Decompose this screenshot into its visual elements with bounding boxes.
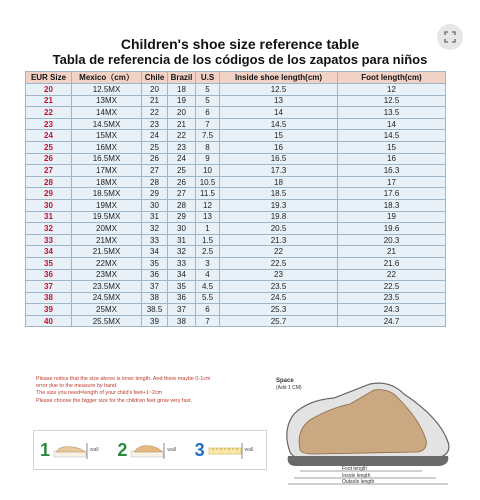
table-cell: 21 (168, 118, 196, 130)
table-cell: 18.3 (338, 199, 446, 211)
table-cell: 25.7 (220, 315, 338, 327)
table-header-row (26, 72, 446, 84)
table-row (26, 84, 446, 96)
eur-size-cell: 33 (26, 234, 72, 246)
table-cell: 2.5 (196, 246, 220, 258)
table-row (26, 304, 446, 316)
table-cell: 12.5 (220, 84, 338, 96)
table-row (26, 95, 446, 107)
table-row (26, 176, 446, 188)
table-cell: 36 (168, 292, 196, 304)
table-cell: 13 (220, 95, 338, 107)
table-row (26, 292, 446, 304)
insole-length-label: Insole length (342, 473, 371, 479)
column-header: EUR Size (26, 72, 72, 84)
table-cell: 12.5 (338, 95, 446, 107)
table-cell: 1 (196, 223, 220, 235)
table-cell: 30 (142, 199, 168, 211)
table-cell: 21 (338, 246, 446, 258)
table-cell: 38 (168, 315, 196, 327)
eur-size-cell: 24 (26, 130, 72, 142)
foot-on-paper-icon (52, 439, 90, 461)
table-cell: 5 (196, 84, 220, 96)
table-cell: 23.5 (338, 292, 446, 304)
table-cell: 22 (220, 246, 338, 258)
table-cell: 22.5 (220, 257, 338, 269)
table-row (26, 223, 446, 235)
table-cell: 27 (142, 165, 168, 177)
table-cell: 32 (168, 246, 196, 258)
table-cell: 38 (142, 292, 168, 304)
table-cell: 16.5 (220, 153, 338, 165)
table-row (26, 165, 446, 177)
table-cell: 24 (168, 153, 196, 165)
table-row (26, 211, 446, 223)
eur-size-cell: 37 (26, 281, 72, 293)
table-cell: 24.5 (220, 292, 338, 304)
table-cell: 14.5 (220, 118, 338, 130)
table-cell: 9 (196, 153, 220, 165)
table-cell: 16.5MX (72, 153, 142, 165)
eur-size-cell: 29 (26, 188, 72, 200)
eur-size-cell: 31 (26, 211, 72, 223)
table-row (26, 246, 446, 258)
table-cell: 18 (220, 176, 338, 188)
space-sub-label: (Add 1 CM) (276, 385, 302, 391)
eur-size-cell: 39 (26, 304, 72, 316)
table-cell: 13.5 (338, 107, 446, 119)
table-cell: 14 (220, 107, 338, 119)
table-cell: 26 (142, 153, 168, 165)
step-number: 1 (40, 439, 51, 460)
table-row (26, 257, 446, 269)
eur-size-cell: 27 (26, 165, 72, 177)
table-cell: 1.5 (196, 234, 220, 246)
table-cell: 19.5MX (72, 211, 142, 223)
table-row (26, 118, 446, 130)
table-cell: 23 (168, 141, 196, 153)
table-cell: 22.5 (338, 281, 446, 293)
table-cell: 19.3 (220, 199, 338, 211)
table-cell: 25 (142, 141, 168, 153)
table-cell: 23.5 (220, 281, 338, 293)
table-cell: 34 (168, 269, 196, 281)
table-cell: 22 (168, 130, 196, 142)
table-cell: 25 (168, 165, 196, 177)
sole-shape (288, 456, 449, 466)
size-notice (36, 376, 286, 405)
table-cell: 15 (220, 130, 338, 142)
table-cell: 13MX (72, 95, 142, 107)
table-cell: 17MX (72, 165, 142, 177)
table-cell: 31 (168, 234, 196, 246)
eur-size-cell: 22 (26, 107, 72, 119)
table-cell: 21.5MX (72, 246, 142, 258)
table-cell: 23.5MX (72, 281, 142, 293)
measure-step-2 (111, 439, 188, 461)
table-cell: 23MX (72, 269, 142, 281)
notice-line: Please choose the bigger size for the children feet grow very fast. (36, 397, 193, 404)
table-cell: 7.5 (196, 130, 220, 142)
table-cell: 17 (338, 176, 446, 188)
table-cell: 20.5 (220, 223, 338, 235)
table-cell: 29 (142, 188, 168, 200)
table-cell: 13 (196, 211, 220, 223)
table-cell: 15MX (72, 130, 142, 142)
table-cell: 24.5MX (72, 292, 142, 304)
page-title-es: Tabla de referencia de los códigos de los zapatos para niños (52, 52, 428, 67)
table-cell: 22 (338, 269, 446, 281)
table-row (26, 153, 446, 165)
eur-size-cell: 32 (26, 223, 72, 235)
table-cell: 6 (196, 304, 220, 316)
table-cell: 6 (196, 107, 220, 119)
wall-label: wall (167, 447, 176, 453)
table-cell: 22 (142, 107, 168, 119)
table-cell: 32 (142, 223, 168, 235)
table-cell: 19.8 (220, 211, 338, 223)
table-cell: 22MX (72, 257, 142, 269)
table-cell: 17.3 (220, 165, 338, 177)
table-row (26, 269, 446, 281)
column-header: U.S (196, 72, 220, 84)
eur-size-cell: 40 (26, 315, 72, 327)
step-number: 2 (117, 439, 128, 460)
outsole-length-label: Outsole length (342, 479, 375, 485)
table-cell: 23 (142, 118, 168, 130)
table-cell: 36 (142, 269, 168, 281)
measure-step-1 (34, 439, 111, 461)
table-cell: 14.5MX (72, 118, 142, 130)
zoom-button[interactable] (437, 24, 463, 50)
expand-icon (444, 31, 456, 43)
table-cell: 15 (338, 141, 446, 153)
table-cell: 19.6 (338, 223, 446, 235)
notice-line: Please notice that the size above is inner length. And there maybe 0-1cm (36, 376, 211, 382)
eur-size-cell: 25 (26, 141, 72, 153)
space-label: Space (276, 378, 294, 384)
table-row (26, 130, 446, 142)
table-row (26, 141, 446, 153)
table-cell: 16.3 (338, 165, 446, 177)
column-header: Foot length(cm) (338, 72, 446, 84)
table-cell: 33 (168, 257, 196, 269)
table-cell: 18 (168, 84, 196, 96)
table-row (26, 199, 446, 211)
table-cell: 21 (142, 95, 168, 107)
table-cell: 7 (196, 118, 220, 130)
table-cell: 23 (220, 269, 338, 281)
column-header: Brazil (168, 72, 196, 84)
table-cell: 39 (142, 315, 168, 327)
column-header: Mexico（cm） (72, 72, 142, 84)
wall-label: wall (244, 447, 254, 453)
table-cell: 24.3 (338, 304, 446, 316)
table-cell: 14 (338, 118, 446, 130)
table-cell: 18MX (72, 176, 142, 188)
page-title-en: Children's shoe size reference table (120, 36, 360, 52)
eur-size-cell: 36 (26, 269, 72, 281)
table-cell: 24 (142, 130, 168, 142)
table-row (26, 234, 446, 246)
table-cell: 30 (168, 223, 196, 235)
table-cell: 3 (196, 257, 220, 269)
table-cell: 16 (220, 141, 338, 153)
table-cell: 24.7 (338, 315, 446, 327)
table-cell: 21.3 (220, 234, 338, 246)
table-cell: 25MX (72, 304, 142, 316)
table-cell: 20MX (72, 223, 142, 235)
measure-step-3 (189, 439, 266, 461)
table-cell: 25.5MX (72, 315, 142, 327)
wall-label: wall (90, 447, 99, 453)
table-cell: 37 (168, 304, 196, 316)
table-row (26, 107, 446, 119)
table-cell: 8 (196, 141, 220, 153)
table-cell: 21.6 (338, 257, 446, 269)
table-cell: 4.5 (196, 281, 220, 293)
table-cell: 16 (338, 153, 446, 165)
table-cell: 14MX (72, 107, 142, 119)
table-cell: 18.5 (220, 188, 338, 200)
table-cell: 11.5 (196, 188, 220, 200)
eur-size-cell: 30 (26, 199, 72, 211)
table-cell: 5 (196, 95, 220, 107)
column-header: Chile (142, 72, 168, 84)
table-cell: 38.5 (142, 304, 168, 316)
column-header: Inside shoe length(cm) (220, 72, 338, 84)
eur-size-cell: 34 (26, 246, 72, 258)
table-cell: 37 (142, 281, 168, 293)
step-number: 3 (194, 439, 205, 460)
table-cell: 34 (142, 246, 168, 258)
table-row (26, 315, 446, 327)
table-cell: 12.5MX (72, 84, 142, 96)
table-cell: 14.5 (338, 130, 446, 142)
table-cell: 20 (168, 107, 196, 119)
table-cell: 28 (168, 199, 196, 211)
measure-steps (33, 430, 267, 470)
foot-traced-icon (129, 439, 167, 461)
table-cell: 33 (142, 234, 168, 246)
table-cell: 19MX (72, 199, 142, 211)
table-cell: 28 (142, 176, 168, 188)
eur-size-cell: 26 (26, 153, 72, 165)
table-cell: 4 (196, 269, 220, 281)
table-cell: 12 (338, 84, 446, 96)
eur-size-cell: 38 (26, 292, 72, 304)
table-cell: 35 (142, 257, 168, 269)
table-cell: 19 (168, 95, 196, 107)
table-cell: 7 (196, 315, 220, 327)
table-cell: 20 (142, 84, 168, 96)
eur-size-cell: 21 (26, 95, 72, 107)
table-cell: 17.6 (338, 188, 446, 200)
eur-size-cell: 20 (26, 84, 72, 96)
shoe-foot-diagram (270, 370, 460, 485)
table-cell: 27 (168, 188, 196, 200)
table-cell: 10.5 (196, 176, 220, 188)
size-table (25, 71, 446, 327)
eur-size-cell: 23 (26, 118, 72, 130)
table-row (26, 281, 446, 293)
notice-line: error due to the measure by hand. (36, 383, 118, 390)
table-cell: 16MX (72, 141, 142, 153)
table-cell: 25.3 (220, 304, 338, 316)
table-cell: 20.3 (338, 234, 446, 246)
ruler-icon (207, 439, 245, 461)
table-cell: 29 (168, 211, 196, 223)
eur-size-cell: 35 (26, 257, 72, 269)
table-cell: 5.5 (196, 292, 220, 304)
notice-line: The size you need=length of your child's feet+1~2cm (36, 390, 163, 397)
table-cell: 21MX (72, 234, 142, 246)
table-row (26, 188, 446, 200)
eur-size-cell: 28 (26, 176, 72, 188)
table-cell: 10 (196, 165, 220, 177)
table-cell: 12 (196, 199, 220, 211)
table-cell: 19 (338, 211, 446, 223)
table-cell: 31 (142, 211, 168, 223)
table-cell: 18.5MX (72, 188, 142, 200)
foot-length-label: Foot length (342, 466, 368, 472)
table-cell: 35 (168, 281, 196, 293)
table-cell: 26 (168, 176, 196, 188)
